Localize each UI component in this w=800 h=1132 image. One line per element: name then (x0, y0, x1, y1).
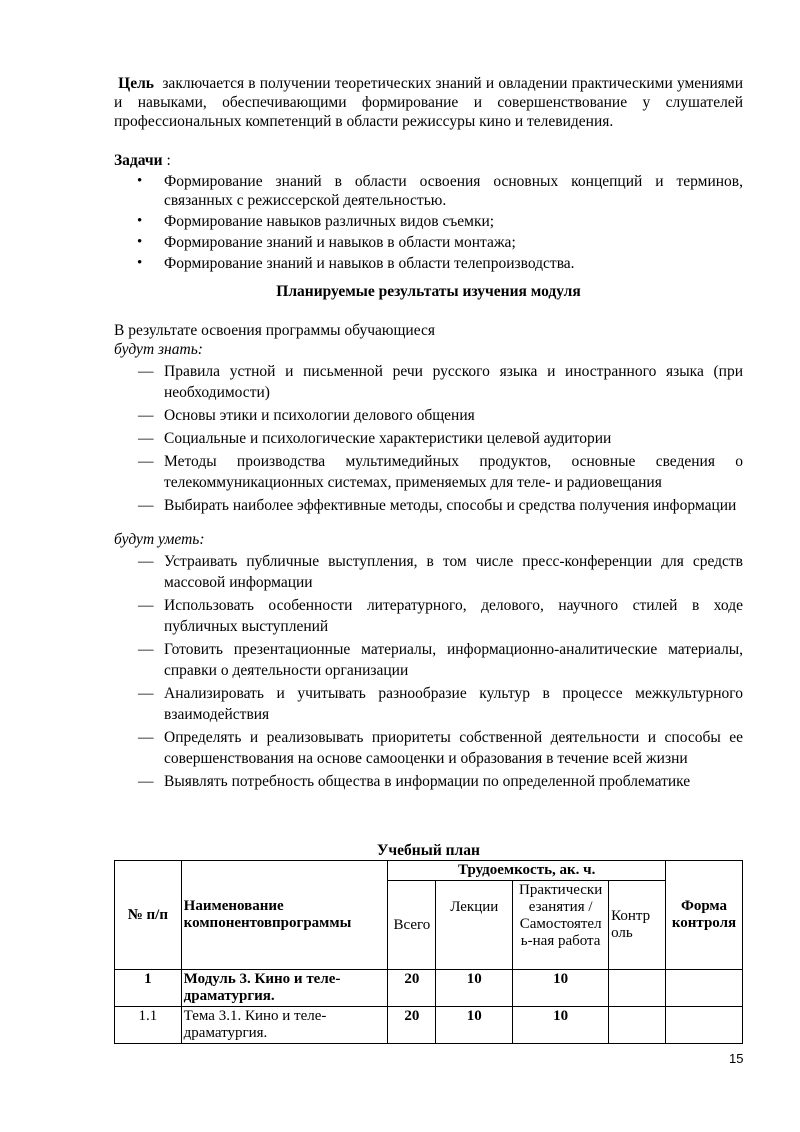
table-row (115, 970, 743, 1007)
row-form (666, 970, 743, 1007)
know-list (114, 361, 743, 516)
header-name: Наименование компонентовпрограммы (181, 861, 388, 970)
table-row (115, 1007, 743, 1044)
row-total: 20 (388, 970, 436, 1007)
header-form: Форма контроля (666, 861, 743, 970)
row-practice: 10 (513, 970, 609, 1007)
header-practice: Практически езанятия / Самостоятел ь-ная работа (513, 881, 609, 970)
results-intro: В результате освоения программы обучающиеся (114, 322, 435, 339)
list-item: • Формирование знаний в области освоения основных концепций и терминов, связанных с режиссерской деятельностью. (114, 172, 743, 210)
list-item: — Определять и реализовывать приоритеты собственной деятельности и способы ее совершенствования на основе самооценки и образования в течение всей жизни (114, 727, 743, 769)
row-control (609, 970, 666, 1007)
curriculum-table (114, 860, 743, 1044)
tasks-heading (114, 151, 743, 170)
list-item: — Социальные и психологические характеристики целевой аудитории (114, 428, 743, 449)
row-total: 20 (388, 1007, 436, 1044)
list-item: — Выявлять потребность общества в информации по определенной проблематике (114, 771, 743, 792)
row-control (609, 1007, 666, 1044)
goal-paragraph (114, 74, 743, 131)
plan-title: Учебный план (377, 842, 480, 859)
list-item: — Правила устной и письменной речи русского языка и иностранного языка (при необходимости) (114, 361, 743, 403)
list-item: — Использовать особенности литературного, делового, научного стилей в ходе публичных выступлений (114, 595, 743, 637)
tasks-suffix: : (162, 152, 171, 169)
list-item: • Формирование знаний и навыков в области телепроизводства. (114, 254, 743, 273)
table-header-row (115, 861, 743, 881)
can-list (114, 551, 743, 792)
list-item: — Основы этики и психологии делового общения (114, 405, 743, 426)
goal-text: заключается в получении теоретических знаний и овладении практическими умениями и навыками, обеспечивающими формирование и совершенствование у слушателей профессиональных компетенций в области режиссуры кино и телевидения. (114, 75, 743, 130)
plan-title-wrap (114, 842, 743, 860)
header-control: Контр оль (609, 881, 666, 970)
goal-label: Цель (118, 75, 154, 92)
document-page (114, 74, 743, 794)
list-item: — Методы производства мультимедийных продуктов, основные сведения о телекоммуникационных системах, применяемых для теле- и радиовещания (114, 451, 743, 493)
know-label: будут знать: (114, 341, 203, 358)
tasks-label: Задачи (114, 152, 163, 169)
list-item: • Формирование навыков различных видов съемки; (114, 212, 743, 231)
tasks-list (114, 172, 743, 273)
row-name: Модуль 3. Кино и теле-драматургия. (181, 970, 388, 1007)
list-item: — Анализировать и учитывать разнообразие культур в процессе межкультурного взаимодействия (114, 683, 743, 725)
list-item: — Устраивать публичные выступления, в том числе пресс-конференции для средств массовой информации (114, 551, 743, 593)
row-name: Тема 3.1. Кино и теле-драматургия. (181, 1007, 388, 1044)
header-workload: Трудоемкость, ак. ч. (388, 861, 666, 881)
results-heading: Планируемые результаты изучения модуля (276, 283, 581, 300)
list-item: — Готовить презентационные материалы, информационно-аналитические материалы, справки о деятельности организации (114, 639, 743, 681)
header-num: № п/п (115, 861, 182, 970)
header-total: Всего (388, 881, 436, 970)
header-lectures: Лекции (436, 881, 513, 970)
row-form (666, 1007, 743, 1044)
list-item: — Выбирать наиболее эффективные методы, способы и средства получения информации (114, 495, 743, 516)
row-lectures: 10 (436, 1007, 513, 1044)
row-num: 1 (115, 970, 182, 1007)
row-practice: 10 (513, 1007, 609, 1044)
can-label: будут уметь: (114, 531, 205, 548)
row-num: 1.1 (115, 1007, 182, 1044)
page-number: 15 (729, 1051, 744, 1066)
list-item: • Формирование знаний и навыков в области монтажа; (114, 233, 743, 252)
row-lectures: 10 (436, 970, 513, 1007)
